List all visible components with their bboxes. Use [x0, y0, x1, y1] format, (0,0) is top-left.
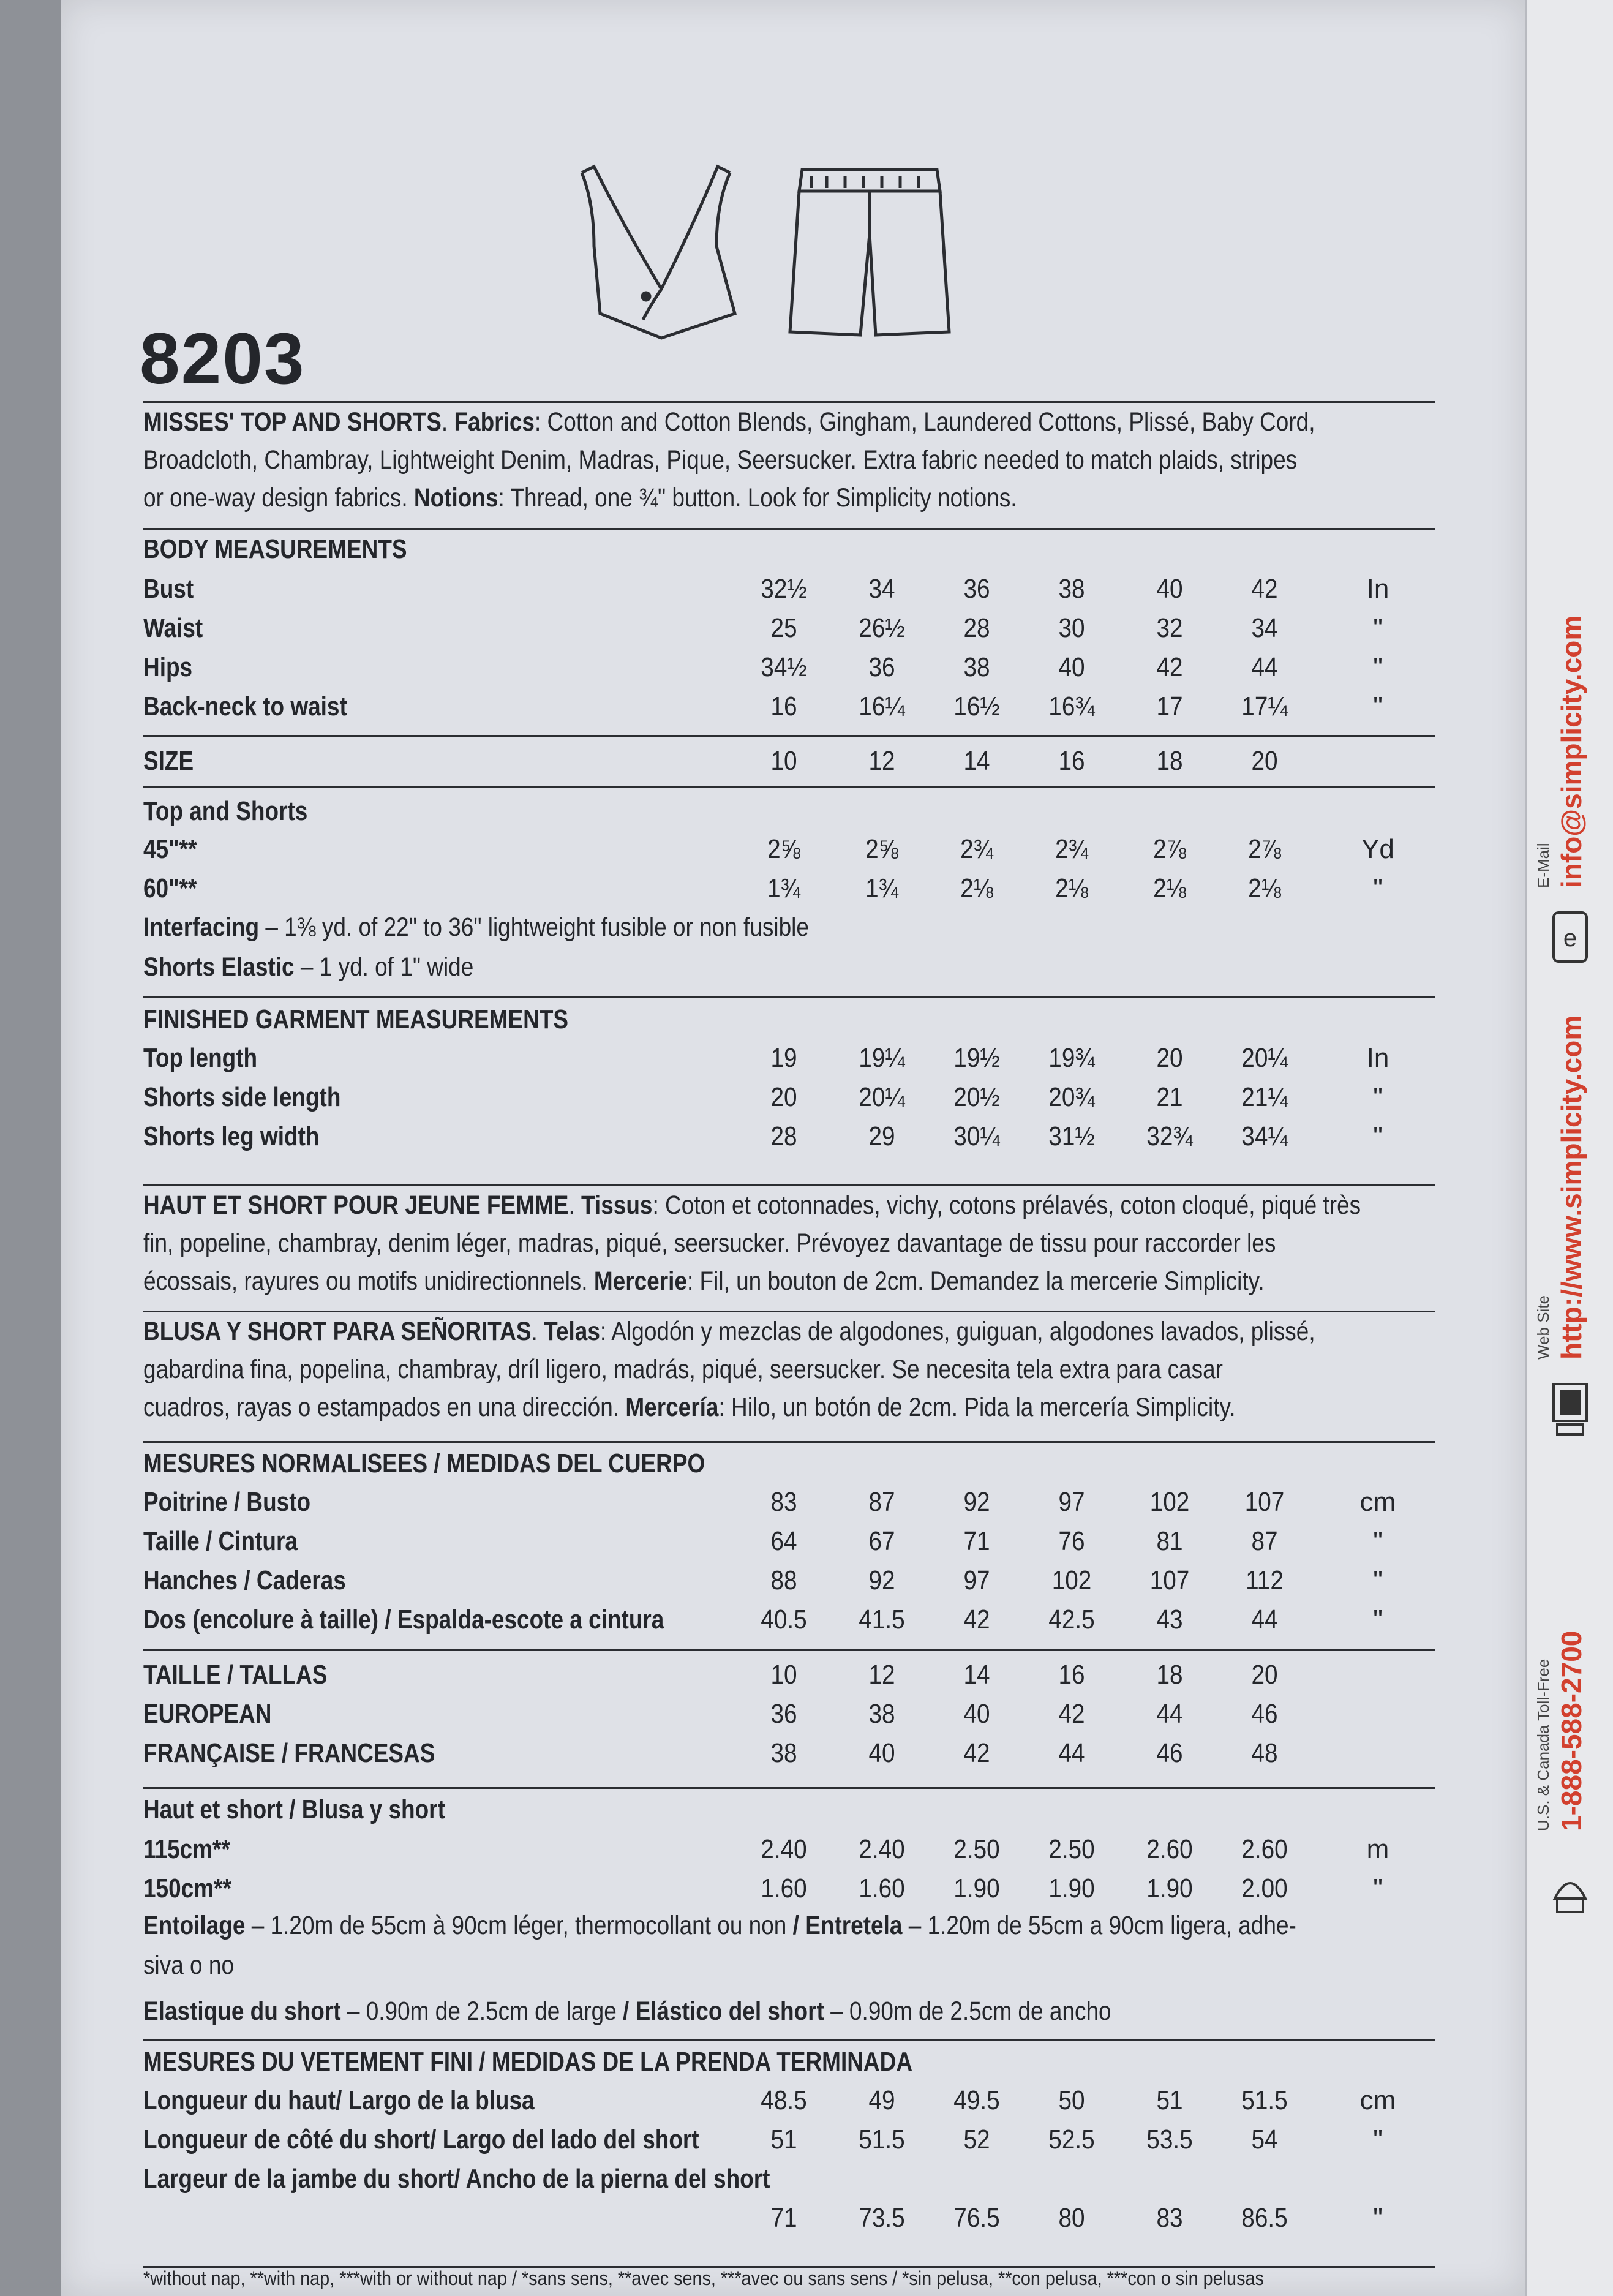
finished-en-row-value: 19¾	[1048, 1043, 1095, 1073]
finished-en-row-label: Shorts side length	[143, 1082, 341, 1112]
metric-body-row-value: 40.5	[761, 1605, 807, 1635]
body-measurement-row-value: 44	[1251, 652, 1278, 682]
intro-es-fabrics-label: Telas	[544, 1317, 600, 1346]
divider	[143, 1311, 1435, 1312]
divider	[143, 401, 1435, 403]
metric-yardage-row-value: 2.40	[761, 1834, 807, 1864]
finished-metric-row-label: Largeur de la jambe du short/ Ancho de la pierna del short	[143, 2164, 770, 2194]
divider	[143, 996, 1435, 998]
metric-yardage-row-value: 2.50	[1048, 1834, 1095, 1864]
finished-en-row-label: Shorts leg width	[143, 1121, 320, 1151]
finished-en-row-value: 29	[868, 1121, 895, 1151]
metric-yardage-row-value: 2.40	[859, 1834, 905, 1864]
finished-metric-row-value: 50	[1058, 2085, 1085, 2115]
metric-body-row-unit: cm	[1359, 1487, 1396, 1517]
metric-body-row-value: 83	[770, 1487, 797, 1517]
body-measurement-row-unit: "	[1373, 652, 1383, 682]
body-measurement-row-value: 38	[963, 652, 990, 682]
finished-en-row-unit: "	[1373, 1121, 1383, 1151]
intro-en-notions-label: Notions	[413, 483, 498, 513]
metric-body-row-value: 67	[868, 1526, 895, 1556]
finished-metric-row-value: 49.5	[953, 2085, 1000, 2115]
finished-en-row-value: 31½	[1048, 1121, 1095, 1151]
metric-yardage-row-unit: "	[1373, 1873, 1383, 1903]
metric-yardage-row-value: 2.60	[1146, 1834, 1193, 1864]
finished-en-row-value: 30¼	[953, 1121, 1000, 1151]
body-measurement-row-unit: "	[1373, 691, 1383, 721]
finished-metric-row-value: 52.5	[1048, 2125, 1095, 2155]
finished-en-row-unit: In	[1366, 1043, 1389, 1073]
body-measurement-row-value: 38	[1058, 574, 1085, 604]
metric-size-row-value: 20	[1251, 1660, 1278, 1690]
svg-text:e: e	[1563, 925, 1577, 952]
finished-metric-row-unit: cm	[1359, 2085, 1396, 2115]
metric-body-row-value: 42	[963, 1605, 990, 1635]
metric-body-row-value: 112	[1246, 1565, 1284, 1595]
body-measurement-row-value: 40	[1156, 574, 1183, 604]
intro-es-title: BLUSA Y SHORT PARA SEÑORITAS	[143, 1317, 532, 1346]
metric-body-row-label: Taille / Cintura	[143, 1526, 298, 1556]
finished-metric-row-value: 71	[770, 2203, 797, 2233]
finished-en-row-value: 20½	[953, 1082, 1000, 1112]
yardage-row-value: 2⅛	[1248, 873, 1281, 903]
finished-metric-row-value: 86.5	[1241, 2203, 1288, 2233]
size-value: 16	[1058, 746, 1085, 776]
body-measurement-row-value: 25	[770, 613, 797, 643]
body-measurement-row-value: 40	[1058, 652, 1085, 682]
yardage-row-unit: Yd	[1361, 834, 1394, 864]
metric-body-row-value: 71	[963, 1526, 990, 1556]
finished-en-row-value: 20¾	[1048, 1082, 1095, 1112]
elastico-label: / Elástico del short	[623, 1997, 824, 2026]
size-value: 20	[1251, 746, 1278, 776]
finished-metric-row-value: 51	[1156, 2085, 1183, 2115]
finished-metric-row-value: 53.5	[1146, 2125, 1193, 2155]
finished-metric-row-value: 73.5	[859, 2203, 905, 2233]
divider	[143, 2039, 1435, 2041]
body-measurement-row-value: 36	[868, 652, 895, 682]
entoilage-label: Entoilage	[143, 1911, 246, 1940]
finished-en-row-value: 19¼	[859, 1043, 905, 1073]
metric-yardage-row-value: 2.50	[953, 1834, 1000, 1864]
divider	[143, 1649, 1435, 1651]
yardage-row-value: 2¾	[960, 834, 993, 864]
divider	[143, 1441, 1435, 1443]
metric-yardage-header: Haut et short / Blusa y short	[143, 1794, 445, 1824]
button-icon	[642, 293, 650, 300]
elastique-label: Elastique du short	[143, 1997, 341, 2026]
vest-top-drawing	[582, 167, 735, 338]
shorts-drawing	[790, 170, 949, 335]
metric-body-row-value: 92	[963, 1487, 990, 1517]
intro-es-line3: cuadros, rayas o estampados en una dirección. Mercería: Hilo, un botón de 2cm. Pida la mercería Simplicity.	[143, 1393, 1236, 1422]
metric-body-row-value: 97	[963, 1565, 990, 1595]
footnote: *without nap, **with nap, ***with or without nap / *sans sens, **avec sens, ***avec ou sans sens / *sin pelusa, **con pelusa, ***con o sin pelusas	[143, 2267, 1264, 2289]
metric-size-row-label: FRANÇAISE / FRANCESAS	[143, 1738, 435, 1768]
metric-size-row-value: 42	[963, 1738, 990, 1768]
yardage-row-unit: "	[1373, 873, 1383, 903]
metric-yardage-row-value: 2.60	[1241, 1834, 1288, 1864]
elastic-line: Shorts Elastic – 1 yd. of 1" wide	[143, 952, 474, 982]
metric-size-row-value: 48	[1251, 1738, 1278, 1768]
entoilage-line: Entoilage – 1.20m de 55cm à 90cm léger, thermocollant ou non / Entretela – 1.20m de 55cm a 90cm ligera, adhe-	[143, 1911, 1296, 1940]
yardage-row-value: 2⅝	[767, 834, 800, 864]
metric-yardage-row-value: 1.90	[953, 1873, 1000, 1903]
body-measurement-row-unit: "	[1373, 613, 1383, 643]
intro-en-line2: Broadcloth, Chambray, Lightweight Denim, Madras, Pique, Seersucker. Extra fabric needed to match plaids, stripes	[143, 445, 1298, 475]
divider	[143, 1184, 1435, 1186]
intro-en-fabrics-label: Fabrics	[454, 407, 535, 437]
finished-metric-row-value: 83	[1156, 2203, 1183, 2233]
divider	[143, 1787, 1435, 1789]
elastic-label: Shorts Elastic	[143, 952, 295, 982]
metric-yardage-row-label: 115cm**	[143, 1834, 230, 1864]
finished-metric-row-value: 49	[868, 2085, 895, 2115]
metric-size-row-value: 46	[1251, 1699, 1278, 1729]
email-address: info@simplicity.com	[1555, 615, 1587, 888]
finished-en-row-value: 20	[770, 1082, 797, 1112]
body-measurement-row-value: 30	[1058, 613, 1085, 643]
intro-es-line1: BLUSA Y SHORT PARA SEÑORITAS. Telas: Algodón y mezclas de algodones, guiguan, algodones lavados, plissé,	[143, 1317, 1315, 1346]
size-label: SIZE	[143, 746, 194, 776]
intro-es-notions-label: Mercería	[625, 1393, 719, 1422]
metric-size-row-value: 12	[868, 1660, 895, 1690]
metric-body-row-unit: "	[1373, 1605, 1383, 1635]
metric-body-row-value: 76	[1058, 1526, 1085, 1556]
email-label: E-Mail	[1534, 843, 1552, 888]
body-measurement-row-value: 28	[963, 613, 990, 643]
metric-body-row-value: 44	[1251, 1605, 1278, 1635]
metric-body-row-value: 41.5	[859, 1605, 905, 1635]
finished-metric-row-value: 54	[1251, 2125, 1278, 2155]
metric-yardage-row-value: 1.60	[859, 1873, 905, 1903]
metric-size-row-label: TAILLE / TALLAS	[143, 1660, 328, 1690]
interfacing-line: Interfacing – 1⅜ yd. of 22" to 36" lightweight fusible or non fusible	[143, 913, 809, 942]
finished-metric-row-unit: "	[1373, 2203, 1383, 2233]
metric-yardage-row-label: 150cm**	[143, 1873, 231, 1903]
body-measurement-row-value: 17	[1156, 691, 1183, 721]
website-label: Web Site	[1534, 1295, 1552, 1360]
finished-en-row-value: 21¼	[1241, 1082, 1288, 1112]
intro-fr-line3: écossais, rayures ou motifs unidirectionnels. Mercerie: Fil, un bouton de 2cm. Demandez la mercerie Simplicity.	[143, 1267, 1265, 1296]
finished-en-row-label: Top length	[143, 1043, 258, 1073]
intro-en-title: MISSES' TOP AND SHORTS	[143, 407, 442, 437]
metric-size-row-value: 44	[1156, 1699, 1183, 1729]
metric-yardage-row-value: 1.90	[1146, 1873, 1193, 1903]
metric-size-row-value: 16	[1058, 1660, 1085, 1690]
metric-yardage-row-value: 1.90	[1048, 1873, 1095, 1903]
finished-metric-row-value: 48.5	[761, 2085, 807, 2115]
yardage-row-label: 45"**	[143, 834, 197, 864]
metric-body-row-value: 64	[770, 1526, 797, 1556]
body-measurement-row-value: 42	[1251, 574, 1278, 604]
finished-metric-row-value: 51.5	[1241, 2085, 1288, 2115]
finished-metric-row-value: 51	[770, 2125, 797, 2155]
metric-body-row-label: Dos (encolure à taille) / Espalda-escote a cintura	[143, 1605, 664, 1635]
website-url: http://www.simplicity.com	[1555, 1015, 1587, 1360]
garment-line-drawings	[570, 160, 961, 344]
finished-en-row-value: 32¾	[1146, 1121, 1193, 1151]
intro-fr-line2: fin, popeline, chambray, denim léger, madras, piqué, seersucker. Prévoyez davantage de tissu pour raccorder les	[143, 1229, 1276, 1258]
body-measurement-row-value: 32½	[761, 574, 807, 604]
finished-metric-row-value: 76.5	[953, 2203, 1000, 2233]
pattern-number: 8203	[140, 318, 306, 399]
body-measurement-row-value: 32	[1156, 613, 1183, 643]
metric-size-row-value: 40	[963, 1699, 990, 1729]
metric-size-row-value: 18	[1156, 1660, 1183, 1690]
body-measurement-row-value: 26½	[859, 613, 905, 643]
metric-size-row-value: 38	[868, 1699, 895, 1729]
tollfree-number: 1-888-588-2700	[1555, 1630, 1587, 1831]
finished-metric-row-label: Longueur du haut/ Largo de la blusa	[143, 2085, 535, 2115]
finished-en-row-unit: "	[1373, 1082, 1383, 1112]
body-measurement-row-value: 16¾	[1048, 691, 1095, 721]
metric-body-row-value: 43	[1156, 1605, 1183, 1635]
entretela-cont: siva o no	[143, 1951, 235, 1980]
divider	[143, 528, 1435, 530]
finished-metric-row-label: Longueur de côté du short/ Largo del lado del short	[143, 2125, 699, 2155]
elastique-line: Elastique du short – 0.90m de 2.5cm de large / Elástico del short – 0.90m de 2.5cm de ancho	[143, 1997, 1111, 2026]
metric-size-row-value: 38	[770, 1738, 797, 1768]
body-measurements-header: BODY MEASUREMENTS	[143, 534, 407, 564]
tollfree-label: U.S. & Canada Toll-Free	[1534, 1658, 1552, 1831]
size-value: 14	[963, 746, 990, 776]
metric-body-row-value: 107	[1244, 1487, 1285, 1517]
divider	[143, 735, 1435, 737]
metric-body-row-label: Poitrine / Busto	[143, 1487, 311, 1517]
intro-fr-line1: HAUT ET SHORT POUR JEUNE FEMME. Tissus: Coton et cotonnades, vichy, cotons prélavés, coton cloqué, piqué très	[143, 1191, 1361, 1220]
yardage-row-value: 2⅛	[960, 873, 993, 903]
intro-en-line1: MISSES' TOP AND SHORTS. Fabrics: Cotton and Cotton Blends, Gingham, Laundered Cottons, Plissé, Baby Cord,	[143, 407, 1315, 437]
metric-body-header: MESURES NORMALISEES / MEDIDAS DEL CUERPO	[143, 1448, 705, 1478]
body-measurement-row-label: Waist	[143, 613, 203, 643]
metric-body-row-value: 102	[1051, 1565, 1092, 1595]
metric-size-row-value: 40	[868, 1738, 895, 1768]
metric-size-row-value: 44	[1058, 1738, 1085, 1768]
metric-body-row-value: 87	[1251, 1526, 1278, 1556]
yardage-row-value: 1¾	[865, 873, 898, 903]
metric-body-row-value: 42.5	[1048, 1605, 1095, 1635]
finished-en-row-value: 28	[770, 1121, 797, 1151]
finished-metric-header: MESURES DU VETEMENT FINI / MEDIDAS DE LA PRENDA TERMINADA	[143, 2047, 913, 2077]
body-measurement-row-label: Back-neck to waist	[143, 691, 347, 721]
metric-yardage-row-unit: m	[1366, 1834, 1389, 1864]
yardage-header: Top and Shorts	[143, 796, 308, 826]
metric-body-row-unit: "	[1373, 1565, 1383, 1595]
divider	[143, 786, 1435, 788]
finished-en-row-value: 20¼	[859, 1082, 905, 1112]
metric-size-row-value: 42	[1058, 1699, 1085, 1729]
body-measurement-row-value: 36	[963, 574, 990, 604]
body-measurement-row-value: 16½	[953, 691, 1000, 721]
body-measurement-row-value: 16¼	[859, 691, 905, 721]
metric-body-row-value: 102	[1149, 1487, 1190, 1517]
yardage-row-value: 2⅛	[1153, 873, 1186, 903]
finished-en-row-value: 20	[1156, 1043, 1183, 1073]
finished-metric-row-value: 80	[1058, 2203, 1085, 2233]
body-measurement-row-label: Bust	[143, 574, 194, 604]
metric-body-row-unit: "	[1373, 1526, 1383, 1556]
yardage-row-value: 2⅞	[1248, 834, 1281, 864]
body-measurement-row-value: 34	[1251, 613, 1278, 643]
metric-size-row-value: 14	[963, 1660, 990, 1690]
metric-body-row-value: 92	[868, 1565, 895, 1595]
size-value: 10	[770, 746, 797, 776]
metric-yardage-row-value: 1.60	[761, 1873, 807, 1903]
finished-en-header: FINISHED GARMENT MEASUREMENTS	[143, 1004, 569, 1034]
metric-body-row-value: 97	[1058, 1487, 1085, 1517]
metric-body-row-label: Hanches / Caderas	[143, 1565, 346, 1595]
interfacing-label: Interfacing	[143, 913, 260, 942]
finished-en-row-value: 19½	[953, 1043, 1000, 1073]
intro-en-line1-text: : Cotton and Cotton Blends, Gingham, Laundered Cottons, Plissé, Baby Cord,	[534, 407, 1315, 437]
body-measurement-row-value: 34½	[761, 652, 807, 682]
body-measurement-row-value: 17¼	[1241, 691, 1288, 721]
yardage-row-value: 2¾	[1055, 834, 1088, 864]
yardage-row-value: 1¾	[767, 873, 800, 903]
size-value: 18	[1156, 746, 1183, 776]
finished-metric-row-value: 51.5	[859, 2125, 905, 2155]
finished-metric-row-unit: "	[1373, 2125, 1383, 2155]
intro-en-line3: or one-way design fabrics. Notions: Thread, one ¾" button. Look for Simplicity notions.	[143, 483, 1017, 513]
finished-en-row-value: 20¼	[1241, 1043, 1288, 1073]
finished-metric-row-value: 52	[963, 2125, 990, 2155]
body-measurement-row-value: 34	[868, 574, 895, 604]
intro-es-line2: gabardina fina, popelina, chambray, dríl ligero, madrás, piqué, seersucker. Se necesita tela extra para casar	[143, 1355, 1223, 1384]
body-measurement-row-label: Hips	[143, 652, 193, 682]
metric-size-row-value: 46	[1156, 1738, 1183, 1768]
metric-body-row-value: 107	[1149, 1565, 1190, 1595]
body-measurement-row-value: 42	[1156, 652, 1183, 682]
metric-body-row-value: 88	[770, 1565, 797, 1595]
finished-en-row-value: 34¼	[1241, 1121, 1288, 1151]
body-measurement-row-value: 16	[770, 691, 797, 721]
intro-fr-fabrics-label: Tissus	[581, 1191, 653, 1220]
metric-body-row-value: 87	[868, 1487, 895, 1517]
size-value: 12	[868, 746, 895, 776]
entretela-label: / Entretela	[792, 1911, 903, 1940]
yardage-row-value: 2⅛	[1055, 873, 1088, 903]
metric-size-row-value: 36	[770, 1699, 797, 1729]
yardage-row-value: 2⅞	[1153, 834, 1186, 864]
metric-yardage-row-value: 2.00	[1241, 1873, 1288, 1903]
finished-en-row-value: 21	[1156, 1082, 1183, 1112]
intro-fr-title: HAUT ET SHORT POUR JEUNE FEMME	[143, 1191, 569, 1220]
body-measurement-row-unit: In	[1366, 574, 1389, 604]
intro-fr-notions-label: Mercerie	[593, 1267, 687, 1296]
yardage-row-label: 60"**	[143, 873, 197, 903]
metric-size-row-label: EUROPEAN	[143, 1699, 272, 1729]
yardage-row-value: 2⅝	[865, 834, 898, 864]
metric-body-row-value: 81	[1156, 1526, 1183, 1556]
finished-en-row-value: 19	[770, 1043, 797, 1073]
metric-size-row-value: 10	[770, 1660, 797, 1690]
